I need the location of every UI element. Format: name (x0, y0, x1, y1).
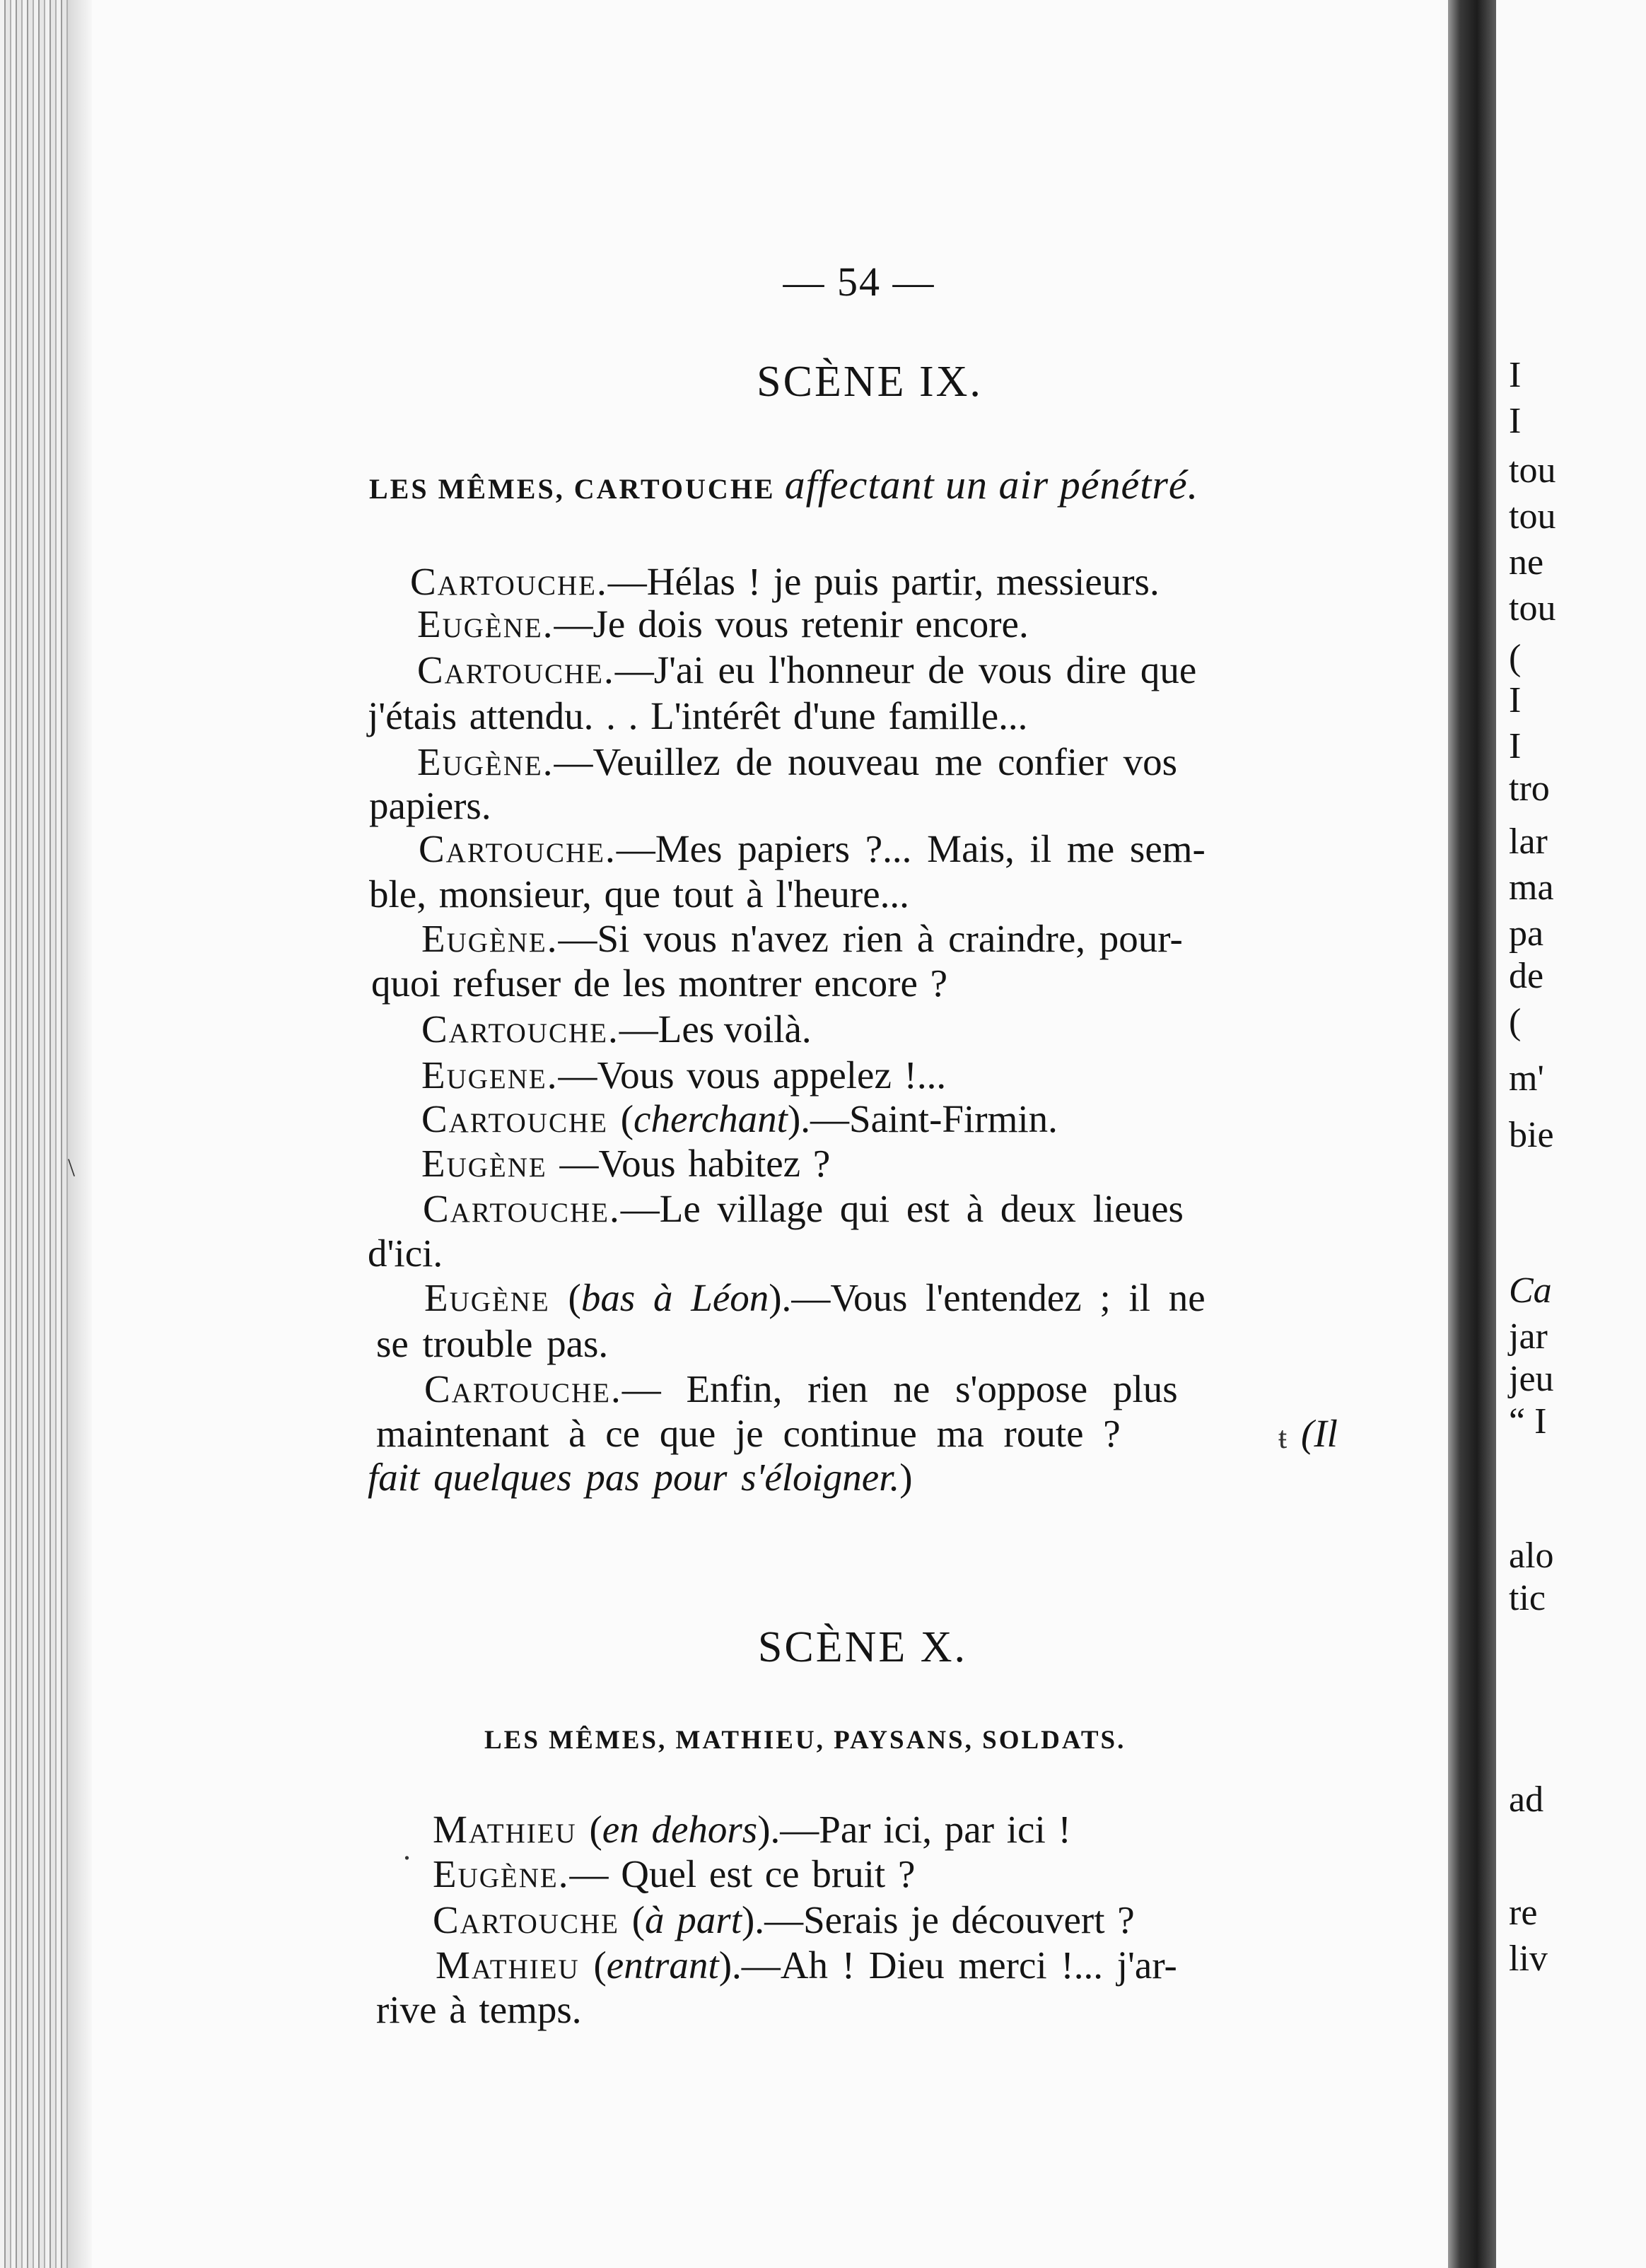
dialogue-text: —J'ai eu l'honneur de vous dire que (614, 648, 1197, 691)
book-gutter (1448, 0, 1496, 2268)
dialogue-line (433, 1810, 1071, 1849)
dialogue-text: — Quel est ce bruit ? (569, 1852, 916, 1895)
facing-page-fragment: I (1509, 401, 1522, 441)
paren-close: ). (769, 1276, 792, 1319)
dialogue-text: —Je dois vous retenir encore. (554, 602, 1029, 645)
dialogue-line (436, 1943, 1177, 1987)
scene-x-title: SCÈNE X. (757, 1623, 968, 1671)
speaker-name: Eugène. (421, 917, 559, 960)
paren-close: ). (741, 1898, 765, 1941)
dialogue-text: se trouble pas. (376, 1322, 609, 1365)
scene-ix-cast-list: LES MÊMES, CARTOUCHE (369, 473, 776, 505)
dialogue-text: —Vous vous appelez !... (558, 1053, 947, 1097)
speaker-name: Cartouche. (410, 560, 608, 603)
page-edge-shadow (68, 0, 92, 2268)
dialogue-text: —Par ici, par ici ! (780, 1808, 1071, 1851)
facing-page-fragment: lar (1509, 822, 1548, 862)
scene-ix-title: SCÈNE IX. (757, 358, 983, 406)
stray-mark: \ (68, 1153, 76, 1181)
paren-close: ) (899, 1456, 913, 1499)
facing-page-fragment: re (1509, 1893, 1538, 1933)
facing-page-fragment: “ I (1509, 1401, 1547, 1442)
dialogue-text: —Saint-Firmin. (810, 1097, 1058, 1140)
speaker-name: Mathieu (433, 1808, 577, 1851)
speaker-name: Cartouche (433, 1898, 619, 1941)
dialogue-text: j'étais attendu. . . L'intérêt d'une famille... (368, 694, 1028, 737)
speaker-name: Eugène (421, 1142, 547, 1185)
facing-page-fragment: jeu (1509, 1359, 1554, 1399)
dialogue-line (433, 1854, 915, 1893)
facing-page-fragment: tou (1509, 450, 1556, 491)
facing-page-fragment: ne (1509, 542, 1544, 583)
stray-mark: . (403, 1832, 411, 1866)
facing-page-fragment: tic (1509, 1578, 1546, 1618)
facing-page-fragment: jar (1509, 1316, 1548, 1357)
stage-direction: en dehors (602, 1808, 758, 1851)
facing-page-fragment: tou (1509, 496, 1556, 537)
dialogue-line (410, 562, 1160, 601)
facing-page-fragment: de (1509, 956, 1544, 996)
facing-page-fragment: bie (1509, 1115, 1554, 1155)
dialogue-text: ble, monsieur, que tout à l'heure... (369, 872, 909, 916)
facing-page-fragment: ( (1509, 1002, 1522, 1042)
paren-close: ). (787, 1097, 811, 1140)
scene-ix-cast-direction: affectant un air pénétré. (784, 462, 1199, 508)
stage-direction-start: (Il (1301, 1412, 1338, 1455)
speaker-name: Cartouche. (424, 1367, 622, 1410)
speaker-name: Cartouche (421, 1097, 608, 1140)
stage-direction: cherchant (634, 1097, 788, 1140)
dialogue-line (417, 604, 1029, 643)
facing-page-fragment: pa (1509, 913, 1544, 954)
facing-page-fragment: alo (1509, 1536, 1554, 1576)
paren-close: ). (757, 1808, 781, 1851)
stage-direction: fait quelques pas pour s'éloigner. (368, 1456, 900, 1499)
scene-ix-cast (369, 461, 1198, 508)
facing-page-fragment: liv (1509, 1939, 1548, 1979)
stage-direction: entrant (606, 1943, 719, 1987)
dialogue-line (421, 1007, 812, 1051)
paren-open: ( (549, 1276, 581, 1319)
facing-page-fragment: ad (1509, 1779, 1544, 1820)
dialogue-line (423, 1189, 1184, 1228)
dialogue-line (369, 872, 909, 916)
dialogue-line (376, 1990, 582, 2029)
dialogue-line (417, 650, 1196, 689)
paren-open: ( (576, 1808, 602, 1851)
dialogue-line (371, 961, 948, 1005)
dialogue-line (421, 1099, 1058, 1138)
dialogue-line (376, 1324, 608, 1363)
paren-close: ). (718, 1943, 742, 1987)
facing-page-fragment: tou (1509, 588, 1556, 629)
dialogue-text: —Si vous n'avez rien à craindre, pour- (558, 917, 1183, 960)
dialogue-text: —Serais je découvert ? (764, 1898, 1135, 1941)
speaker-name: Cartouche. (423, 1187, 621, 1230)
dialogue-line (376, 1414, 1121, 1453)
dialogue-line (421, 919, 1183, 958)
dialogue-line (369, 786, 491, 825)
dialogue-line (368, 696, 1027, 735)
dialogue-line (368, 1234, 443, 1273)
facing-page-fragment: I (1509, 726, 1522, 766)
dialogue-text: papiers. (369, 784, 491, 827)
dialogue-line (424, 1369, 1178, 1408)
facing-page-fragment: Ca (1509, 1270, 1552, 1311)
dialogue-text: —Mes papiers ?... Mais, il me sem- (616, 827, 1206, 870)
paren-open: ( (579, 1943, 607, 1987)
facing-page-fragment: ( (1509, 638, 1522, 678)
speaker-name: Eugène (424, 1276, 550, 1319)
dialogue-text: maintenant à ce que je continue ma route ? (376, 1412, 1121, 1455)
speaker-name: Eugène. (417, 740, 554, 783)
dialogue-line (368, 1458, 913, 1497)
speaker-name: Cartouche. (421, 1007, 619, 1051)
speaker-name: Eugene. (421, 1053, 559, 1097)
speaker-name: Eugène. (433, 1852, 570, 1895)
dialogue-text: rive à temps. (376, 1988, 582, 2031)
stage-direction: à part (645, 1898, 742, 1941)
dialogue-text: —Les voilà. (619, 1007, 812, 1051)
dialogue-line (419, 829, 1206, 868)
facing-page-fragment: ma (1509, 867, 1554, 908)
stage-direction: bas à Léon (580, 1276, 769, 1319)
stray-mark: ŧ (1278, 1420, 1288, 1455)
dialogue-line (421, 1053, 947, 1097)
dialogue-text: quoi refuser de les montrer encore ? (371, 961, 948, 1005)
speaker-name: Mathieu (436, 1943, 580, 1987)
dialogue-text: —Vous habitez ? (547, 1142, 831, 1185)
dialogue-text: —Le village qui est à deux lieues (620, 1187, 1184, 1230)
dialogue-text: —Ah ! Dieu merci !... j'ar- (741, 1943, 1177, 1987)
dialogue-line (417, 742, 1177, 781)
facing-page-fragment: tro (1509, 768, 1550, 809)
speaker-name: Eugène. (417, 602, 554, 645)
speaker-name: Cartouche. (419, 827, 617, 870)
dialogue-text: d'ici. (368, 1232, 443, 1275)
paren-open: ( (619, 1898, 646, 1941)
paren-open: ( (607, 1097, 634, 1140)
speaker-name: Cartouche. (417, 648, 615, 691)
scene-x-cast: LES MÊMES, MATHIEU, PAYSANS, SOLDATS. (484, 1726, 1126, 1755)
dialogue-text: —Veuillez de nouveau me confier vos (554, 740, 1178, 783)
dialogue-text: —Vous l'entendez ; il ne (791, 1276, 1206, 1319)
facing-page-fragment: m' (1509, 1058, 1544, 1099)
facing-page (1496, 0, 1646, 2268)
dialogue-line (421, 1144, 830, 1183)
facing-page-fragment: I (1509, 355, 1522, 395)
dialogue-line (433, 1900, 1135, 1939)
facing-page-fragment: I (1509, 680, 1522, 720)
dialogue-text: —Hélas ! je puis partir, messieurs. (607, 560, 1160, 603)
dialogue-text: — Enfin, rien ne s'oppose plus (621, 1367, 1178, 1410)
page-number: — 54 — (783, 259, 935, 305)
dialogue-line (424, 1278, 1206, 1317)
